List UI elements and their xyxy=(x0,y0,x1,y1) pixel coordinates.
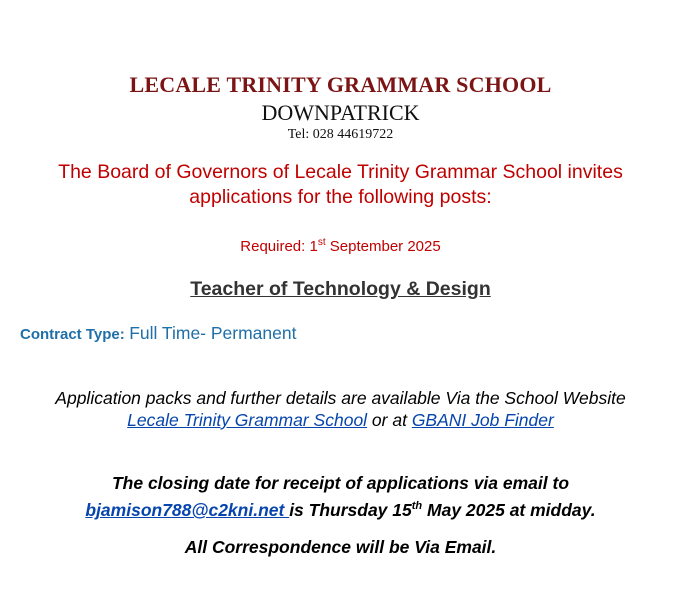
application-packs-line: Application packs and further details are available Via the School Website xyxy=(55,388,626,408)
contract-type-value: Full Time- Permanent xyxy=(129,323,297,343)
closing-date-mid: is Thursday 15 xyxy=(289,499,412,520)
invitation-line-2: applications for the following posts: xyxy=(189,186,492,208)
required-date-ordinal: st xyxy=(317,237,326,248)
contract-type-label: Contract Type: xyxy=(20,326,125,343)
application-email-link[interactable]: bjamison788@c2kni.net xyxy=(85,499,290,520)
closing-date-info xyxy=(0,472,681,522)
correspondence-note: All Correspondence will be Via Email. xyxy=(184,537,497,557)
required-date-prefix: Required: 1 xyxy=(240,238,318,255)
invitation-line-1: The Board of Governors of Lecale Trinity Grammar School invites xyxy=(58,161,623,183)
school-name: LECALE TRINITY GRAMMAR SCHOOL xyxy=(129,72,552,97)
required-date-suffix: September 2025 xyxy=(325,238,441,255)
gbani-job-finder-link[interactable]: GBANI Job Finder xyxy=(411,410,554,430)
closing-date-line-2 xyxy=(0,495,681,522)
school-telephone: Tel: 028 44619722 xyxy=(287,127,394,142)
contract-type xyxy=(20,323,296,344)
links-separator-text: or at xyxy=(367,410,412,430)
application-packs-info xyxy=(0,387,681,431)
closing-date-end: May 2025 at midday. xyxy=(422,499,596,520)
invitation-text xyxy=(0,160,681,210)
required-date xyxy=(0,237,681,255)
closing-date-line-1: The closing date for receipt of applications via email to xyxy=(111,473,570,493)
post-title: Teacher of Technology & Design xyxy=(190,278,491,300)
application-packs-links xyxy=(0,409,681,431)
closing-date-ordinal: th xyxy=(411,500,423,512)
school-town: DOWNPATRICK xyxy=(261,100,420,125)
school-website-link[interactable]: Lecale Trinity Grammar School xyxy=(127,410,368,430)
